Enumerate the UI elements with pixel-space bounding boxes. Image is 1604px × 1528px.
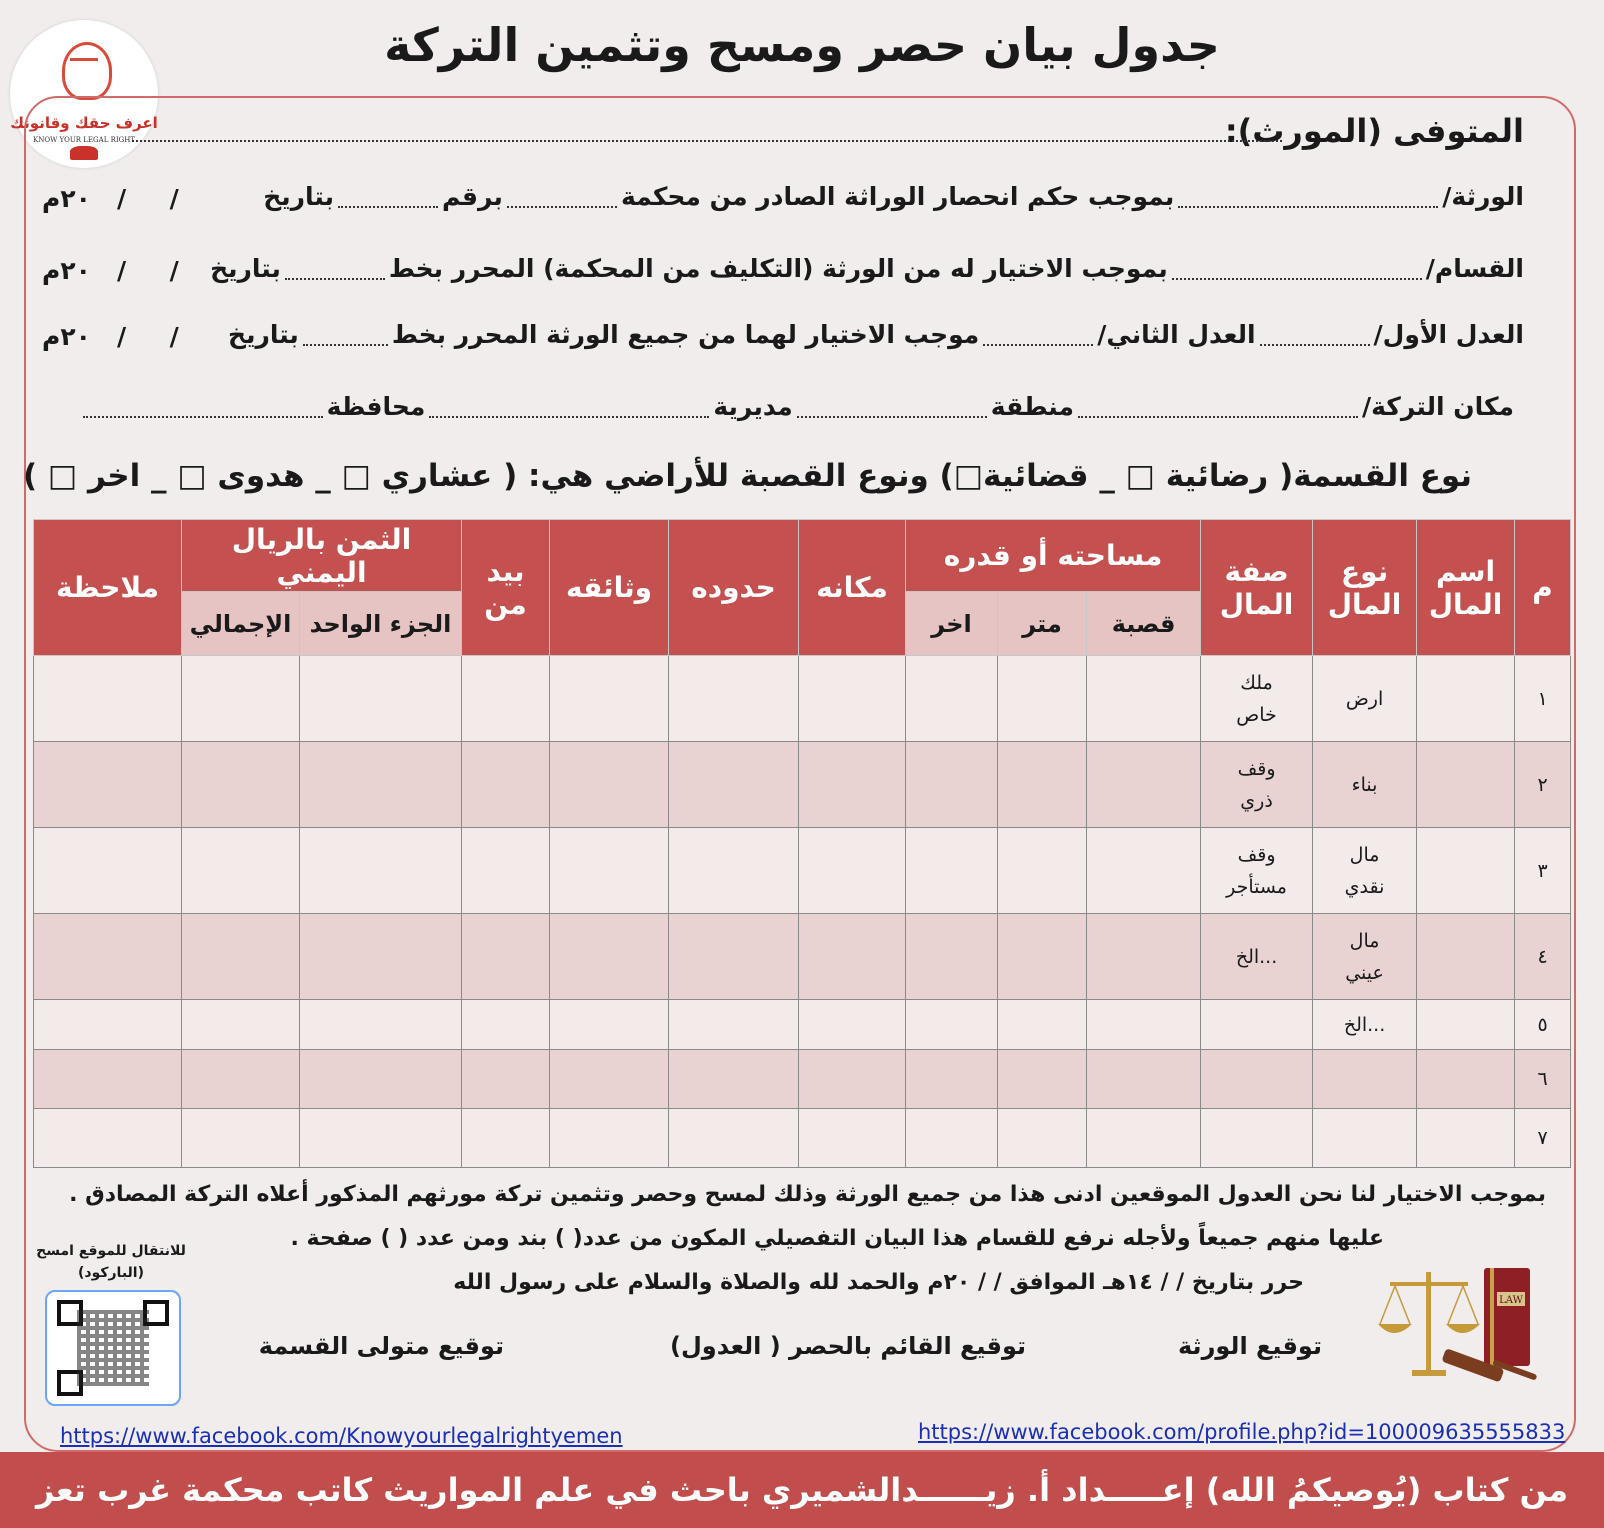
signature-divider: توقيع متولى القسمة <box>258 1332 504 1360</box>
cell-asset-status[interactable] <box>1201 656 1313 742</box>
row-num: ٤ <box>1515 914 1571 1000</box>
cell-asset-name[interactable] <box>1417 1050 1515 1109</box>
row-num: ٥ <box>1515 1000 1571 1050</box>
table-row <box>34 1000 1571 1050</box>
cell-asset-status[interactable] <box>1201 1050 1313 1109</box>
subheader-meter: متر <box>998 592 1087 656</box>
cell-notes[interactable] <box>34 1109 182 1168</box>
cell-boundaries[interactable] <box>669 914 799 1000</box>
cell-other[interactable] <box>906 742 998 828</box>
estate-table <box>33 519 1571 1168</box>
cell-meter[interactable] <box>998 1050 1087 1109</box>
cell-notes[interactable] <box>34 742 182 828</box>
cell-held-by[interactable] <box>462 1000 550 1050</box>
cell-total[interactable] <box>182 656 300 742</box>
area-label: منطقة <box>990 392 1074 421</box>
cell-meter[interactable] <box>998 1000 1087 1050</box>
cell-notes[interactable] <box>34 828 182 914</box>
division-type: نوع القسمة( رضائية □ _ قضائية□) ونوع القصبة للأراضي هي: ( عشاري □ _ هدوى □ _ اخر □ ) <box>22 458 1472 494</box>
asset-type-line2: نقدي <box>1344 875 1385 898</box>
cell-meter[interactable] <box>998 828 1087 914</box>
cell-location[interactable] <box>799 1050 906 1109</box>
page-title: جدول بيان حصر ومسح وتثمين التركة <box>384 18 1220 72</box>
cell-total[interactable] <box>182 1109 300 1168</box>
divider-field[interactable] <box>1172 260 1422 280</box>
table-row <box>34 742 1571 828</box>
author-banner: من كتاب (يُوصيكمُ الله) إعـــــداد أ. زيــــــدالشميري باحث في علم المواريث كاتب محكمة غرب تعز <box>0 1452 1604 1528</box>
date-label: بتاريخ <box>263 182 335 211</box>
cell-boundaries[interactable] <box>669 1000 799 1050</box>
cell-location[interactable] <box>799 1109 906 1168</box>
asset-type-line1: مال <box>1349 929 1380 952</box>
asset-status-line1: ملك <box>1240 671 1273 694</box>
cell-documents[interactable] <box>550 914 669 1000</box>
cell-location[interactable] <box>799 914 906 1000</box>
divider-line <box>210 254 1524 283</box>
cell-documents[interactable] <box>550 1000 669 1050</box>
cell-asset-type[interactable] <box>1313 828 1417 914</box>
court-field[interactable] <box>507 188 617 208</box>
cell-notes[interactable] <box>34 656 182 742</box>
signature-adl: توقيع القائم بالحصر ( العدول) <box>670 1332 1026 1360</box>
asset-status-line1: وقف <box>1237 757 1276 780</box>
asset-status-line2: مستأجر <box>1226 875 1287 898</box>
adl-date[interactable]: ٢٠م / / <box>42 322 179 351</box>
facebook-profile-link[interactable]: https://www.facebook.com/profile.php?id=100009635555833 <box>918 1420 1566 1444</box>
cell-qasaba[interactable] <box>1087 828 1201 914</box>
header-asset-name: اسم المال <box>1417 520 1515 656</box>
law-book-label: LAW <box>1499 1295 1523 1306</box>
cell-meter[interactable] <box>998 656 1087 742</box>
asset-type-line1: مال <box>1349 843 1380 866</box>
cell-total[interactable] <box>182 742 300 828</box>
cell-asset-name[interactable] <box>1417 914 1515 1000</box>
cell-documents[interactable] <box>550 656 669 742</box>
scale-icon <box>70 58 98 61</box>
cell-held-by[interactable] <box>462 1050 550 1109</box>
header-area: مساحته أو قدره <box>906 520 1201 592</box>
table-row <box>34 656 1571 742</box>
cell-total[interactable] <box>182 828 300 914</box>
cell-asset-name[interactable] <box>1417 1000 1515 1050</box>
cell-unit-part[interactable] <box>300 1050 462 1109</box>
footer-paragraph-2: عليها منهم جميعاً ولأجله نرفع للقسام هذا البيان التفصيلي المكون من عدد( ) بند ومن عدد ( ) صفحة . <box>290 1226 1384 1251</box>
header-notes: ملاحظة <box>34 520 182 656</box>
cell-unit-part[interactable] <box>300 914 462 1000</box>
cell-asset-status[interactable] <box>1201 828 1313 914</box>
asset-type-line1: بناء <box>1351 773 1378 796</box>
subheader-total: الإجمالي <box>182 592 300 656</box>
header-asset-type: نوع المال <box>1313 520 1417 656</box>
cell-held-by[interactable] <box>462 742 550 828</box>
cell-other[interactable] <box>906 656 998 742</box>
number-field[interactable] <box>338 188 438 208</box>
table-row <box>34 1109 1571 1168</box>
adl-date-label: بتاريخ <box>228 320 299 349</box>
area-field[interactable] <box>797 398 987 418</box>
cell-other[interactable] <box>906 1050 998 1109</box>
header-boundaries: حدوده <box>669 520 799 656</box>
cell-asset-name[interactable] <box>1417 1109 1515 1168</box>
divider-writer-field[interactable] <box>285 260 385 280</box>
cell-asset-status[interactable] <box>1201 742 1313 828</box>
divider-date[interactable]: ٢٠م / / <box>42 256 179 285</box>
cell-other[interactable] <box>906 914 998 1000</box>
asset-status-line2: ذري <box>1240 789 1273 812</box>
cell-unit-part[interactable] <box>300 1000 462 1050</box>
cell-qasaba[interactable] <box>1087 1000 1201 1050</box>
cell-boundaries[interactable] <box>669 656 799 742</box>
cell-total[interactable] <box>182 1050 300 1109</box>
cell-asset-type[interactable] <box>1313 1000 1417 1050</box>
cell-held-by[interactable] <box>462 914 550 1000</box>
estate-place-line <box>79 392 1514 421</box>
cell-boundaries[interactable] <box>669 742 799 828</box>
cell-notes[interactable] <box>34 1000 182 1050</box>
subheader-other: اخر <box>906 592 998 656</box>
cell-unit-part[interactable] <box>300 828 462 914</box>
cell-unit-part[interactable] <box>300 656 462 742</box>
cell-qasaba[interactable] <box>1087 1109 1201 1168</box>
cell-meter[interactable] <box>998 742 1087 828</box>
row-num: ٦ <box>1515 1050 1571 1109</box>
asset-type-line2: عيني <box>1345 961 1384 984</box>
cell-asset-type[interactable] <box>1313 914 1417 1000</box>
qr-caption-line1: للانتقال للموقع امسح <box>36 1243 186 1259</box>
heirs-field[interactable] <box>1178 188 1438 208</box>
district-label: مديرية <box>713 392 793 421</box>
footer-paragraph-1: بموجب الاختيار لنا نحن العدول الموقعين ادنى هذا من جميع الورثة وذلك لمسح وحصر وتثمين تركة مورثهم المذكور أعلاه التركة المصادق . <box>69 1182 1546 1207</box>
cell-asset-name[interactable] <box>1417 656 1515 742</box>
divider-date-label: بتاريخ <box>210 254 281 283</box>
cell-qasaba[interactable] <box>1087 656 1201 742</box>
cell-boundaries[interactable] <box>669 1050 799 1109</box>
header-location: مكانه <box>799 520 906 656</box>
row-num: ٧ <box>1515 1109 1571 1168</box>
cell-notes[interactable] <box>34 914 182 1000</box>
cell-location[interactable] <box>799 1000 906 1050</box>
cell-asset-name[interactable] <box>1417 742 1515 828</box>
second-adl-label: العدل الثاني/ <box>1097 320 1256 349</box>
governorate-label: محافظة <box>326 392 426 421</box>
cell-boundaries[interactable] <box>669 1109 799 1168</box>
cell-held-by[interactable] <box>462 656 550 742</box>
signature-heirs: توقيع الورثة <box>1178 1332 1322 1360</box>
governorate-field[interactable] <box>83 398 323 418</box>
first-adl-field[interactable] <box>1260 326 1370 346</box>
cell-other[interactable] <box>906 1109 998 1168</box>
cell-location[interactable] <box>799 742 906 828</box>
row-num: ٢ <box>1515 742 1571 828</box>
second-adl-field[interactable] <box>983 326 1093 346</box>
first-adl-label: العدل الأول/ <box>1373 320 1524 349</box>
cell-notes[interactable] <box>34 1050 182 1109</box>
heirs-line <box>263 182 1524 211</box>
cell-location[interactable] <box>799 656 906 742</box>
heirs-label: الورثة/ <box>1442 182 1524 211</box>
deceased-field[interactable] <box>132 140 1282 142</box>
header-documents: وثائقه <box>550 520 669 656</box>
logo-english-text: KNOW YOUR LEGAL RIGHT <box>33 136 135 144</box>
header-num: م <box>1515 520 1571 656</box>
cell-held-by[interactable] <box>462 1109 550 1168</box>
table-row <box>34 914 1571 1000</box>
cell-asset-type[interactable] <box>1313 1050 1417 1109</box>
adl-line <box>228 320 1524 349</box>
cell-location[interactable] <box>799 828 906 914</box>
cell-total[interactable] <box>182 1000 300 1050</box>
cell-meter[interactable] <box>998 1109 1087 1168</box>
cell-qasaba[interactable] <box>1087 914 1201 1000</box>
cell-asset-status[interactable] <box>1201 1000 1313 1050</box>
divider-label: القسام/ <box>1425 254 1524 283</box>
number-label: برقم <box>442 182 503 211</box>
asset-status-line2: خاص <box>1236 703 1277 726</box>
qr-caption-line2: (الباركود) <box>78 1265 144 1281</box>
estate-place-label: مكان التركة/ <box>1362 392 1514 421</box>
cell-asset-name[interactable] <box>1417 828 1515 914</box>
cell-unit-part[interactable] <box>300 1109 462 1168</box>
cell-meter[interactable] <box>998 914 1087 1000</box>
cell-asset-status[interactable] <box>1201 914 1313 1000</box>
qr-code-icon[interactable] <box>45 1290 181 1406</box>
adl-writer-field[interactable] <box>303 326 388 346</box>
cell-held-by[interactable] <box>462 828 550 914</box>
divider-text: بموجب الاختيار له من الورثة (التكليف من المحكمة) المحرر بخط <box>388 254 1168 283</box>
subheader-qasaba: قصبة <box>1087 592 1201 656</box>
row-num: ١ <box>1515 656 1571 742</box>
heirs-date[interactable]: ٢٠م / / <box>42 184 179 213</box>
asset-status-line1: ...الخ <box>1235 945 1278 968</box>
justice-scale-icon <box>1372 1262 1548 1392</box>
header-asset-status: صفة المال <box>1201 520 1313 656</box>
district-field[interactable] <box>429 398 709 418</box>
cell-total[interactable] <box>182 914 300 1000</box>
cell-qasaba[interactable] <box>1087 1050 1201 1109</box>
qr-caption <box>36 1240 186 1284</box>
facebook-page-link[interactable]: https://www.facebook.com/Knowyourlegalrightyemen <box>60 1424 623 1448</box>
cell-asset-type[interactable] <box>1313 1109 1417 1168</box>
cell-documents[interactable] <box>550 1050 669 1109</box>
estate-place-field[interactable] <box>1078 398 1358 418</box>
asset-type-line1: ...الخ <box>1343 1013 1386 1036</box>
cell-documents[interactable] <box>550 1109 669 1168</box>
asset-status-line1: وقف <box>1237 843 1276 866</box>
heirs-text: بموجب حكم انحصار الوراثة الصادر من محكمة <box>620 182 1175 211</box>
cell-documents[interactable] <box>550 828 669 914</box>
cell-other[interactable] <box>906 1000 998 1050</box>
asset-type-line1: ارض <box>1345 687 1384 710</box>
cell-documents[interactable] <box>550 742 669 828</box>
footer-paragraph-3: حرر بتاريخ / / ١٤هـ الموافق / / ٢٠م والحمد لله والصلاة والسلام على رسول الله <box>453 1270 1304 1295</box>
deceased-label: المتوفى (المورث): <box>1224 112 1524 150</box>
lightbulb-icon <box>62 42 112 100</box>
cell-boundaries[interactable] <box>669 828 799 914</box>
subheader-unit-part: الجزء الواحد <box>300 592 462 656</box>
adl-text: موجب الاختيار لهما من جميع الورثة المحرر بخط <box>391 320 980 349</box>
cell-unit-part[interactable] <box>300 742 462 828</box>
qr-pattern <box>77 1310 149 1386</box>
header-held-by: بيد من <box>462 520 550 656</box>
cell-qasaba[interactable] <box>1087 742 1201 828</box>
logo-arabic-text: اعرف حقك وقانونك <box>10 114 158 132</box>
cell-asset-type[interactable] <box>1313 656 1417 742</box>
header-price: الثمن بالريال اليمني <box>182 520 462 592</box>
table-row <box>34 828 1571 914</box>
cell-other[interactable] <box>906 828 998 914</box>
table-row <box>34 1050 1571 1109</box>
cell-asset-type[interactable] <box>1313 742 1417 828</box>
cell-asset-status[interactable] <box>1201 1109 1313 1168</box>
row-num: ٣ <box>1515 828 1571 914</box>
